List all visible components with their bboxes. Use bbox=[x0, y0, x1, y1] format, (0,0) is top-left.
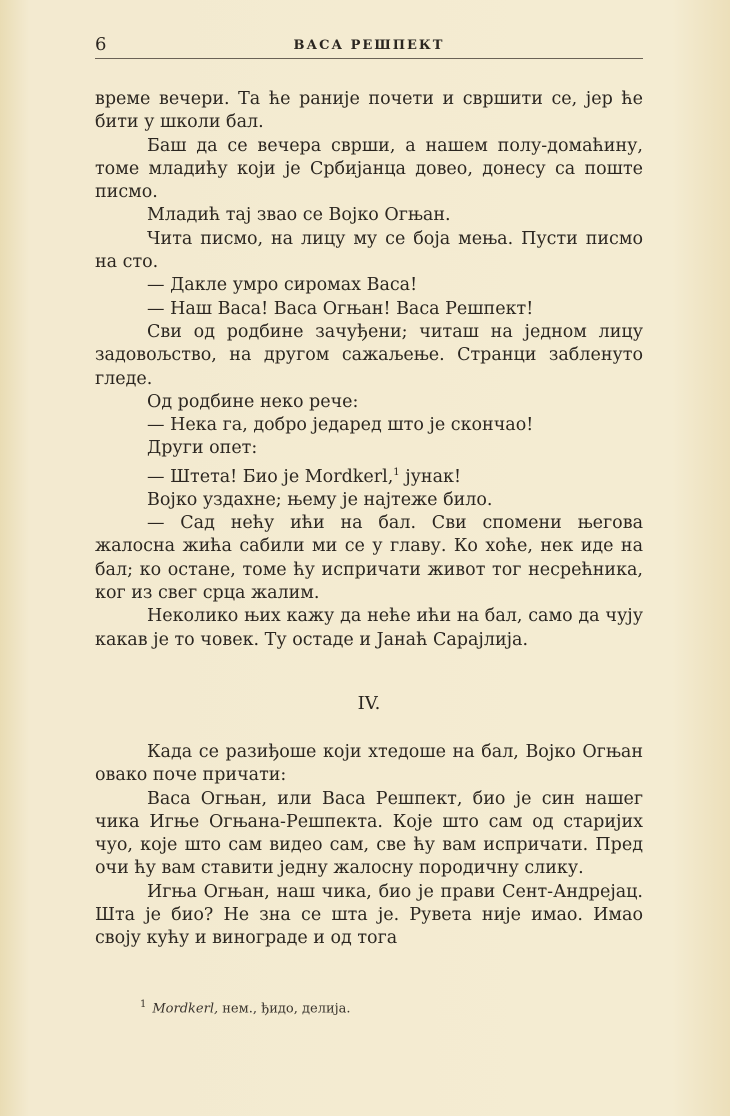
footnote-text: нем., ђидо, делија. bbox=[218, 1001, 351, 1017]
section-heading: IV. bbox=[357, 693, 381, 714]
paragraph: Војко уздахне; њему је најтеже било. bbox=[147, 489, 493, 510]
page-header bbox=[95, 34, 643, 59]
section-body bbox=[95, 741, 643, 951]
page-number: 6 bbox=[95, 34, 107, 55]
dialogue-line: — Наш Васа! Васа Огњан! Васа Решпект! bbox=[147, 298, 534, 319]
footnote-mark: 1 bbox=[140, 999, 147, 1010]
dialogue-line: — Штета! Био је Mordkerl,$^1$ јунак! bbox=[147, 466, 461, 487]
paragraph: Васа Огњан, или Васа Решпект, био је син нашег чика Игње Огњана-Решпекта. Које што сам од старијих чуо, које што сам видео сам, све ћу вам испричати. Пред очи ћу вам ставити једну жалосну породичну слику. bbox=[95, 788, 643, 879]
dialogue-line: — Сад нећу ићи на бал. Сви спомени његова жалосна жића сабили ми се у главу. Ко хоће, нек иде на бал; ко остане, томе ћу испричати живот тог несрећника, ког из свег срца жалим. bbox=[95, 513, 643, 604]
chapter-body bbox=[95, 88, 643, 652]
footnote bbox=[140, 999, 640, 1016]
paragraph: Младић тај звао се Војко Огњан. bbox=[147, 205, 451, 226]
paragraph: Други опет: bbox=[147, 438, 258, 459]
footnote-ref: 1 bbox=[393, 466, 400, 478]
paragraph: Игња Огњан, наш чика, био је прави Сент-Андрејац. Шта је био? Не зна се шта је. Рувета није имао. Имао своју кућу и винограде и од тога bbox=[95, 881, 643, 949]
paragraph: Када се разиђоше који хтедоше на бал, Војко Огњан овако поче причати: bbox=[95, 742, 643, 786]
paragraph: време вечери. Та ће раније почети и свршити се, јер ће бити у школи бал. bbox=[95, 89, 643, 133]
dialogue-line: — Дакле умро сиромах Васа! bbox=[147, 275, 418, 296]
dialogue-line: — Нека га, добро једаред што је скончао! bbox=[147, 415, 534, 436]
footnote-term: Mordkerl, bbox=[152, 1001, 219, 1017]
paragraph: Сви од родбине зачуђени; читаш на једном лицу задовољство, на другом сажаљење. Странци забленуто гледе. bbox=[95, 321, 643, 389]
paragraph: Баш да се вечера сврши, а нашем полу-домаћину, томе младићу који је Србијанца довео, донесу са поште писмо. bbox=[95, 135, 643, 203]
running-title: ВАСА РЕШПЕКТ bbox=[293, 38, 445, 53]
paragraph: Чита писмо, на лицу му се боја мења. Пусти писмо на сто. bbox=[95, 228, 643, 273]
paragraph: Неколико њих кажу да неће ићи на бал, само да чују какав је то човек. Ту остаде и Јанаћ Сарајлија. bbox=[95, 606, 643, 650]
paragraph: Од родбине неко рече: bbox=[147, 391, 359, 412]
